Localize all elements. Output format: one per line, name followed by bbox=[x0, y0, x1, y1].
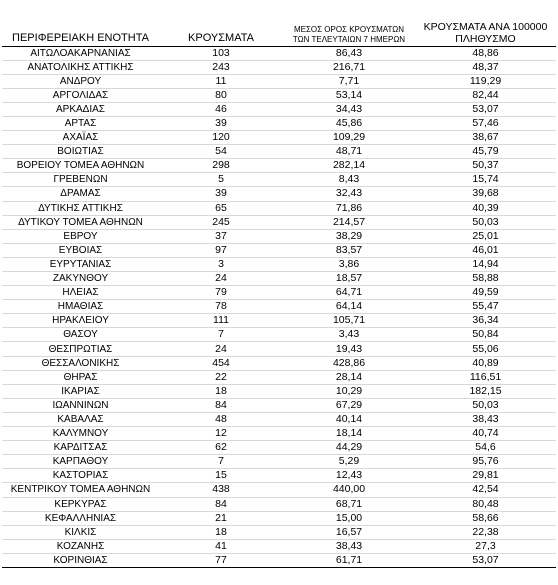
cell-per100k: 38,43 bbox=[415, 412, 556, 426]
cell-avg7: 282,14 bbox=[283, 159, 415, 173]
table-row bbox=[2, 328, 556, 342]
table-row bbox=[2, 553, 556, 567]
cell-per100k: 40,39 bbox=[415, 201, 556, 215]
cell-per100k: 116,51 bbox=[415, 370, 556, 384]
cell-region: ΑΧΑΪΑΣ bbox=[2, 131, 159, 145]
cell-region: ΑΡΤΑΣ bbox=[2, 116, 159, 130]
cell-region: ΔΥΤΙΚΟΥ ΤΟΜΕΑ ΑΘΗΝΩΝ bbox=[2, 215, 159, 229]
cell-avg7: 8,43 bbox=[283, 173, 415, 187]
table-row bbox=[2, 215, 556, 229]
table-row bbox=[2, 187, 556, 201]
cell-cases: 62 bbox=[159, 441, 283, 455]
table-row bbox=[2, 483, 556, 497]
cell-per100k: 25,01 bbox=[415, 229, 556, 243]
cell-avg7: 15,00 bbox=[283, 511, 415, 525]
cell-per100k: 95,76 bbox=[415, 455, 556, 469]
table-row bbox=[2, 272, 556, 286]
cell-cases: 39 bbox=[159, 187, 283, 201]
cell-per100k: 14,94 bbox=[415, 257, 556, 271]
cell-cases: 78 bbox=[159, 300, 283, 314]
table-row bbox=[2, 356, 556, 370]
table-row bbox=[2, 243, 556, 257]
cell-avg7: 38,43 bbox=[283, 539, 415, 553]
table-row bbox=[2, 60, 556, 74]
table-row bbox=[2, 173, 556, 187]
cell-per100k: 80,48 bbox=[415, 497, 556, 511]
cell-region: ΚΑΛΥΜΝΟΥ bbox=[2, 427, 159, 441]
cell-cases: 24 bbox=[159, 342, 283, 356]
cell-cases: 84 bbox=[159, 497, 283, 511]
cell-region: ΘΕΣΠΡΩΤΙΑΣ bbox=[2, 342, 159, 356]
table-row bbox=[2, 398, 556, 412]
cell-avg7: 32,43 bbox=[283, 187, 415, 201]
cell-avg7: 44,29 bbox=[283, 441, 415, 455]
cell-per100k: 50,03 bbox=[415, 215, 556, 229]
cell-cases: 97 bbox=[159, 243, 283, 257]
cell-region: ΑΝΑΤΟΛΙΚΗΣ ΑΤΤΙΚΗΣ bbox=[2, 60, 159, 74]
table-row bbox=[2, 74, 556, 88]
table-row bbox=[2, 229, 556, 243]
cell-per100k: 22,38 bbox=[415, 525, 556, 539]
cell-per100k: 40,74 bbox=[415, 427, 556, 441]
table-body bbox=[2, 46, 556, 567]
cell-avg7: 440,00 bbox=[283, 483, 415, 497]
cell-per100k: 54,6 bbox=[415, 441, 556, 455]
cell-per100k: 45,79 bbox=[415, 145, 556, 159]
cell-cases: 111 bbox=[159, 314, 283, 328]
cell-per100k: 119,29 bbox=[415, 74, 556, 88]
cell-per100k: 182,15 bbox=[415, 384, 556, 398]
cell-avg7: 214,57 bbox=[283, 215, 415, 229]
cell-cases: 46 bbox=[159, 102, 283, 116]
header-avg7-line2: ΤΩΝ ΤΕΛΕΥΤΑΙΩΝ 7 ΗΜΕΡΩΝ bbox=[292, 34, 406, 44]
cell-avg7: 109,29 bbox=[283, 131, 415, 145]
cell-avg7: 3,86 bbox=[283, 257, 415, 271]
table-row bbox=[2, 131, 556, 145]
cell-region: ΙΚΑΡΙΑΣ bbox=[2, 384, 159, 398]
cell-avg7: 45,86 bbox=[283, 116, 415, 130]
table-row bbox=[2, 511, 556, 525]
table-row bbox=[2, 384, 556, 398]
table-row bbox=[2, 469, 556, 483]
table-row bbox=[2, 314, 556, 328]
cell-avg7: 86,43 bbox=[283, 46, 415, 60]
cell-cases: 298 bbox=[159, 159, 283, 173]
cell-cases: 39 bbox=[159, 116, 283, 130]
cell-per100k: 50,84 bbox=[415, 328, 556, 342]
cell-per100k: 48,86 bbox=[415, 46, 556, 60]
cell-region: ΚΑΡΔΙΤΣΑΣ bbox=[2, 441, 159, 455]
cell-cases: 5 bbox=[159, 173, 283, 187]
cell-region: ΗΛΕΙΑΣ bbox=[2, 286, 159, 300]
cell-region: ΔΡΑΜΑΣ bbox=[2, 187, 159, 201]
cell-avg7: 40,14 bbox=[283, 412, 415, 426]
cell-avg7: 64,71 bbox=[283, 286, 415, 300]
cell-cases: 15 bbox=[159, 469, 283, 483]
cell-per100k: 42,54 bbox=[415, 483, 556, 497]
cell-per100k: 82,44 bbox=[415, 88, 556, 102]
cell-cases: 18 bbox=[159, 384, 283, 398]
table-row bbox=[2, 286, 556, 300]
cell-avg7: 428,86 bbox=[283, 356, 415, 370]
cell-region: ΚΕΡΚΥΡΑΣ bbox=[2, 497, 159, 511]
cell-region: ΕΥΒΟΙΑΣ bbox=[2, 243, 159, 257]
cell-avg7: 5,29 bbox=[283, 455, 415, 469]
cell-cases: 54 bbox=[159, 145, 283, 159]
table-row bbox=[2, 441, 556, 455]
cell-region: ΗΜΑΘΙΑΣ bbox=[2, 300, 159, 314]
table-row bbox=[2, 201, 556, 215]
cell-per100k: 50,37 bbox=[415, 159, 556, 173]
cell-avg7: 71,86 bbox=[283, 201, 415, 215]
cell-region: ΚΑΒΑΛΑΣ bbox=[2, 412, 159, 426]
cell-avg7: 18,14 bbox=[283, 427, 415, 441]
cell-avg7: 53,14 bbox=[283, 88, 415, 102]
cell-region: ΒΟΙΩΤΙΑΣ bbox=[2, 145, 159, 159]
cell-cases: 454 bbox=[159, 356, 283, 370]
cell-cases: 79 bbox=[159, 286, 283, 300]
cell-region: ΙΩΑΝΝΙΝΩΝ bbox=[2, 398, 159, 412]
table-row bbox=[2, 102, 556, 116]
header-per100k-line1: ΚΡΟΥΣΜΑΤΑ ΑΝΑ 100000 bbox=[423, 20, 548, 33]
cell-cases: 12 bbox=[159, 427, 283, 441]
cell-avg7: 12,43 bbox=[283, 469, 415, 483]
header-per100k-line2: ΠΛΗΘΥΣΜΟ bbox=[455, 32, 516, 45]
cell-cases: 120 bbox=[159, 131, 283, 145]
cell-per100k: 29,81 bbox=[415, 469, 556, 483]
cell-avg7: 216,71 bbox=[283, 60, 415, 74]
cell-avg7: 48,71 bbox=[283, 145, 415, 159]
cell-region: ΑΡΓΟΛΙΔΑΣ bbox=[2, 88, 159, 102]
cell-cases: 37 bbox=[159, 229, 283, 243]
cell-region: ΑΝΔΡΟΥ bbox=[2, 74, 159, 88]
cell-per100k: 55,47 bbox=[415, 300, 556, 314]
table-row bbox=[2, 257, 556, 271]
cell-region: ΚΕΦΑΛΛΗΝΙΑΣ bbox=[2, 511, 159, 525]
table-row bbox=[2, 525, 556, 539]
cell-cases: 7 bbox=[159, 455, 283, 469]
cell-region: ΚΟΖΑΝΗΣ bbox=[2, 539, 159, 553]
cell-cases: 103 bbox=[159, 46, 283, 60]
table-row bbox=[2, 455, 556, 469]
cell-region: ΕΒΡΟΥ bbox=[2, 229, 159, 243]
table-row bbox=[2, 539, 556, 553]
cell-per100k: 55,06 bbox=[415, 342, 556, 356]
cell-per100k: 15,74 bbox=[415, 173, 556, 187]
cell-region: ΘΕΣΣΑΛΟΝΙΚΗΣ bbox=[2, 356, 159, 370]
cell-cases: 243 bbox=[159, 60, 283, 74]
table-row bbox=[2, 427, 556, 441]
cell-cases: 22 bbox=[159, 370, 283, 384]
cell-per100k: 49,59 bbox=[415, 286, 556, 300]
header-region: ΠΕΡΙΦΕΡΕΙΑΚΗ ΕΝΟΤΗΤΑ bbox=[2, 14, 159, 46]
cell-avg7: 38,29 bbox=[283, 229, 415, 243]
cell-region: ΚΕΝΤΡΙΚΟΥ ΤΟΜΕΑ ΑΘΗΝΩΝ bbox=[2, 483, 159, 497]
cell-per100k: 57,46 bbox=[415, 116, 556, 130]
cell-region: ΘΑΣΟΥ bbox=[2, 328, 159, 342]
cell-cases: 7 bbox=[159, 328, 283, 342]
cell-cases: 245 bbox=[159, 215, 283, 229]
cell-region: ΖΑΚΥΝΘΟΥ bbox=[2, 272, 159, 286]
cell-per100k: 50,03 bbox=[415, 398, 556, 412]
cell-per100k: 36,34 bbox=[415, 314, 556, 328]
table-row bbox=[2, 412, 556, 426]
cell-cases: 438 bbox=[159, 483, 283, 497]
cell-region: ΘΗΡΑΣ bbox=[2, 370, 159, 384]
table-row bbox=[2, 46, 556, 60]
cell-region: ΚΑΡΠΑΘΟΥ bbox=[2, 455, 159, 469]
cell-per100k: 40,89 bbox=[415, 356, 556, 370]
cell-cases: 41 bbox=[159, 539, 283, 553]
cell-cases: 84 bbox=[159, 398, 283, 412]
cell-cases: 18 bbox=[159, 525, 283, 539]
cell-per100k: 48,37 bbox=[415, 60, 556, 74]
table-row bbox=[2, 300, 556, 314]
cell-region: ΚΑΣΤΟΡΙΑΣ bbox=[2, 469, 159, 483]
table-header bbox=[2, 14, 556, 46]
header-per100k bbox=[415, 14, 556, 46]
cell-avg7: 16,57 bbox=[283, 525, 415, 539]
cell-avg7: 3,43 bbox=[283, 328, 415, 342]
table-row bbox=[2, 88, 556, 102]
cell-region: ΕΥΡΥΤΑΝΙΑΣ bbox=[2, 257, 159, 271]
cell-avg7: 83,57 bbox=[283, 243, 415, 257]
table-row bbox=[2, 342, 556, 356]
cell-avg7: 7,71 bbox=[283, 74, 415, 88]
cell-avg7: 105,71 bbox=[283, 314, 415, 328]
cell-cases: 21 bbox=[159, 511, 283, 525]
cell-per100k: 27,3 bbox=[415, 539, 556, 553]
cell-per100k: 53,07 bbox=[415, 553, 556, 567]
cell-avg7: 67,29 bbox=[283, 398, 415, 412]
cell-per100k: 38,67 bbox=[415, 131, 556, 145]
covid-cases-table bbox=[2, 14, 556, 568]
cell-region: ΒΟΡΕΙΟΥ ΤΟΜΕΑ ΑΘΗΝΩΝ bbox=[2, 159, 159, 173]
cell-region: ΓΡΕΒΕΝΩΝ bbox=[2, 173, 159, 187]
cell-region: ΗΡΑΚΛΕΙΟΥ bbox=[2, 314, 159, 328]
cell-per100k: 58,66 bbox=[415, 511, 556, 525]
cell-avg7: 18,57 bbox=[283, 272, 415, 286]
cell-avg7: 19,43 bbox=[283, 342, 415, 356]
table-row bbox=[2, 116, 556, 130]
cell-cases: 77 bbox=[159, 553, 283, 567]
cell-region: ΚΙΛΚΙΣ bbox=[2, 525, 159, 539]
cell-avg7: 61,71 bbox=[283, 553, 415, 567]
cell-avg7: 68,71 bbox=[283, 497, 415, 511]
cell-cases: 65 bbox=[159, 201, 283, 215]
cell-cases: 48 bbox=[159, 412, 283, 426]
cell-avg7: 10,29 bbox=[283, 384, 415, 398]
cell-per100k: 58,88 bbox=[415, 272, 556, 286]
header-cases: ΚΡΟΥΣΜΑΤΑ bbox=[159, 14, 283, 46]
table-row bbox=[2, 145, 556, 159]
cell-per100k: 39,68 bbox=[415, 187, 556, 201]
cell-per100k: 53,07 bbox=[415, 102, 556, 116]
table-row bbox=[2, 370, 556, 384]
cell-avg7: 64,14 bbox=[283, 300, 415, 314]
cell-region: ΑΙΤΩΛΟΑΚΑΡΝΑΝΙΑΣ bbox=[2, 46, 159, 60]
cell-avg7: 28,14 bbox=[283, 370, 415, 384]
table-row bbox=[2, 159, 556, 173]
cell-cases: 11 bbox=[159, 74, 283, 88]
cell-cases: 3 bbox=[159, 257, 283, 271]
cell-region: ΑΡΚΑΔΙΑΣ bbox=[2, 102, 159, 116]
header-avg7-line1: ΜΕΣΟΣ ΟΡΟΣ ΚΡΟΥΣΜΑΤΩΝ bbox=[293, 24, 405, 34]
cell-per100k: 46,01 bbox=[415, 243, 556, 257]
table-row bbox=[2, 497, 556, 511]
cell-region: ΔΥΤΙΚΗΣ ΑΤΤΙΚΗΣ bbox=[2, 201, 159, 215]
cell-avg7: 34,43 bbox=[283, 102, 415, 116]
cell-region: ΚΟΡΙΝΘΙΑΣ bbox=[2, 553, 159, 567]
cell-cases: 80 bbox=[159, 88, 283, 102]
header-avg7 bbox=[283, 14, 415, 46]
cell-cases: 24 bbox=[159, 272, 283, 286]
